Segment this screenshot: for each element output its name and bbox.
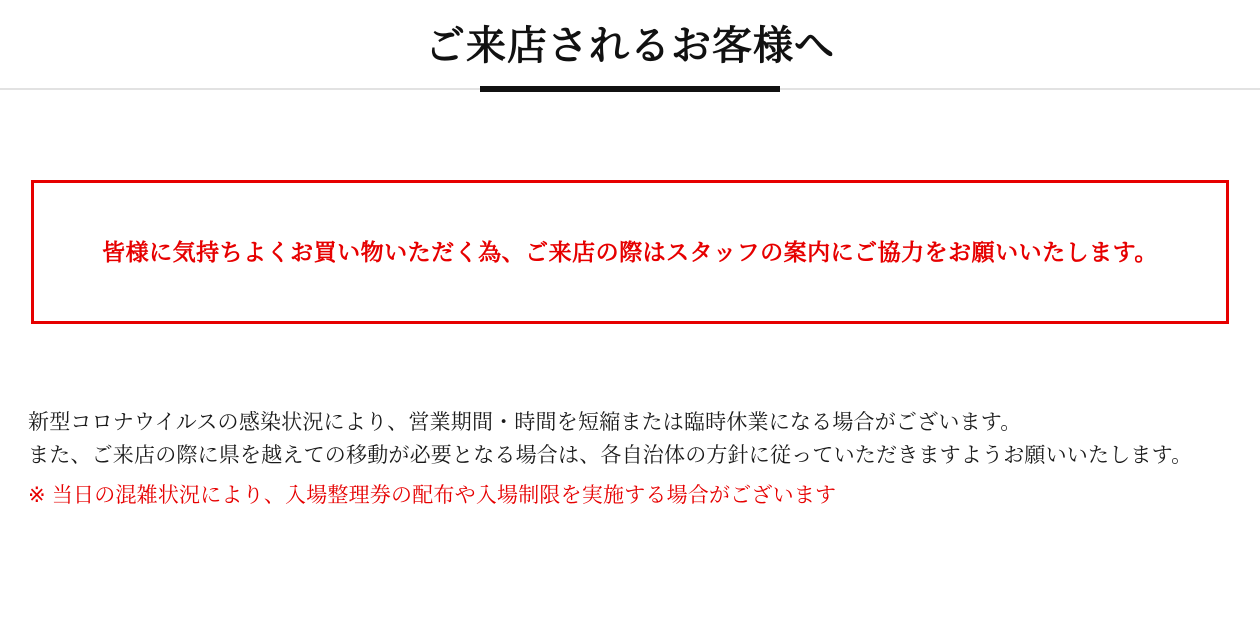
title-underline-accent	[480, 86, 780, 92]
body-paragraph-2: また、ご来店の際に県を越えての移動が必要となる場合は、各自治体の方針に従っていただきますようお願いいたします。	[28, 444, 1193, 468]
body-content	[28, 408, 1228, 511]
page-header	[0, 0, 1260, 70]
body-paragraph-1: 新型コロナウイルスの感染状況により、営業期間・時間を短縮または臨時休業になる場合がございます。	[28, 411, 1022, 434]
body-note: ※ 当日の混雑状況により、入場整理券の配布や入場制限を実施する場合がございます	[28, 483, 837, 507]
page-title: ご来店されるお客様へ	[425, 24, 835, 68]
important-notice-box	[31, 180, 1229, 324]
important-notice-text: 皆様に気持ちよくお買い物いただく為、ご来店の際はスタッフの案内にご協力をお願いいたします。	[102, 238, 1158, 265]
